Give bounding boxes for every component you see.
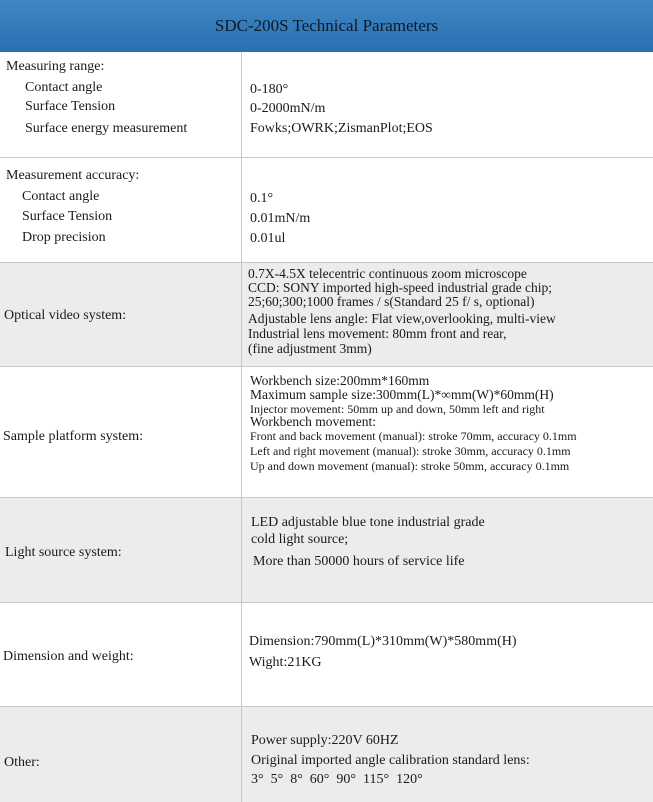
- row-label: Light source system:: [5, 545, 122, 560]
- label-cell: [0, 158, 241, 262]
- param-value: 0.1°: [250, 191, 274, 206]
- label-cell: [0, 263, 241, 366]
- table-header: [0, 0, 653, 52]
- param-label: Contact angle: [25, 80, 103, 95]
- spec-line: (fine adjustment 3mm): [248, 341, 372, 356]
- label-cell: [0, 707, 241, 802]
- spec-line: cold light source;: [251, 532, 349, 547]
- spec-line: LED adjustable blue tone industrial grade: [251, 515, 485, 530]
- spec-line: Left and right movement (manual): stroke 30mm, accuracy 0.1mm: [250, 444, 571, 458]
- section-heading: Measurement accuracy:: [6, 168, 140, 183]
- page-title: SDC-200S Technical Parameters: [214, 16, 439, 35]
- row-label: Other:: [4, 755, 40, 770]
- value-cell: [242, 52, 653, 157]
- spec-line: Maximum sample size:300mm(L)*∞mm(W)*60mm(H): [250, 387, 554, 402]
- spec-line: 25;60;300;1000 frames / s(Standard 25 f/ s, optional): [248, 294, 535, 309]
- spec-line: 0.7X-4.5X telecentric continuous zoom microscope: [248, 266, 527, 281]
- value-cell: [242, 367, 653, 497]
- spec-line: Injector movement: 50mm up and down, 50mm left and right: [250, 402, 545, 416]
- spec-line: Wight:21KG: [249, 655, 322, 670]
- spec-line: Power supply:220V 60HZ: [251, 733, 399, 748]
- row-measurement-accuracy: [0, 158, 653, 263]
- param-value: Fowks;OWRK;ZismanPlot;EOS: [250, 121, 433, 136]
- spec-line: 3° 5° 8° 60° 90° 115° 120°: [251, 772, 423, 787]
- row-dimension-weight: [0, 603, 653, 707]
- spec-line: Adjustable lens angle: Flat view,overlooking, multi-view: [248, 311, 556, 326]
- spec-line: Up and down movement (manual): stroke 50mm, accuracy 0.1mm: [250, 459, 570, 473]
- spec-line: More than 50000 hours of service life: [253, 554, 465, 569]
- param-label: Surface energy measurement: [25, 121, 188, 136]
- row-optical-video-system: [0, 263, 653, 367]
- param-label: Surface Tension: [22, 209, 113, 224]
- spec-line: Industrial lens movement: 80mm front and rear,: [248, 326, 507, 341]
- row-light-source-system: [0, 498, 653, 603]
- spec-line: Original imported angle calibration standard lens:: [251, 753, 530, 768]
- param-value: 0-180°: [250, 82, 289, 97]
- param-value: 0.01ul: [250, 231, 286, 246]
- param-label: Contact angle: [22, 189, 100, 204]
- spec-line: Workbench size:200mm*160mm: [250, 373, 430, 388]
- spec-line: CCD: SONY imported high-speed industrial grade chip;: [248, 280, 552, 295]
- value-cell: [242, 263, 653, 366]
- label-cell: [0, 52, 241, 157]
- section-heading: Measuring range:: [6, 59, 105, 74]
- spec-line: Workbench movement:: [250, 414, 377, 429]
- param-label: Drop precision: [22, 230, 106, 245]
- value-cell: [242, 707, 653, 802]
- row-label: Sample platform system:: [3, 429, 143, 444]
- value-cell: [242, 158, 653, 262]
- value-cell: [242, 498, 653, 602]
- param-value: 0.01mN/m: [250, 211, 311, 226]
- value-cell: [242, 603, 653, 706]
- label-cell: [0, 367, 241, 497]
- param-label: Surface Tension: [25, 99, 116, 114]
- row-measuring-range: [0, 52, 653, 158]
- row-other: [0, 707, 653, 802]
- row-label: Dimension and weight:: [3, 649, 134, 664]
- label-cell: [0, 498, 241, 602]
- spec-line: Dimension:790mm(L)*310mm(W)*580mm(H): [249, 634, 517, 649]
- label-cell: [0, 603, 241, 706]
- row-label: Optical video system:: [4, 308, 127, 323]
- row-sample-platform-system: [0, 367, 653, 498]
- spec-line: Front and back movement (manual): stroke 70mm, accuracy 0.1mm: [250, 429, 577, 443]
- param-value: 0-2000mN/m: [250, 101, 326, 116]
